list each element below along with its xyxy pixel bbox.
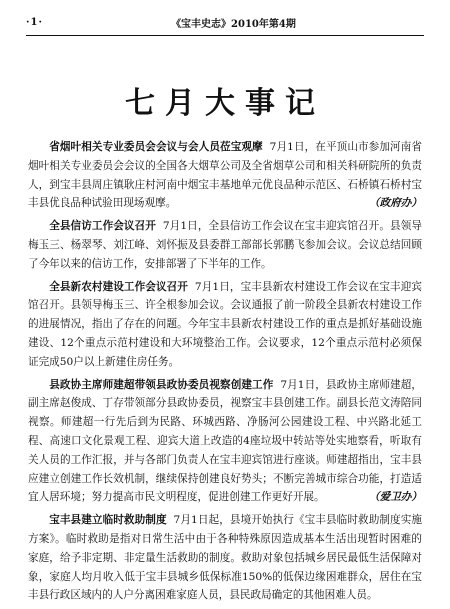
article-list	[28, 138, 422, 609]
article-headline: 宝丰县建立临时救助制度	[49, 514, 167, 527]
article-body: 7月1日起，县境开始执行《宝丰县临时救助制度实施方案》。临时救助是指对日常生活中由于各种特殊原因造成基本生活出现暂时困难的家庭，给予非定期、非定量生活救助的制度。救助对象包括城乡居民最低生活保障对象，家庭人均月收入低于宝丰县城乡低保标准150%的低保边缘困难群众，居住在宝丰县行政区域内的人户分离困难家庭人员，县民政局确定的其他困难人员。	[28, 514, 422, 602]
article-item	[28, 217, 422, 273]
article-item	[28, 138, 422, 213]
article-body: 7月1日，宝丰县新农村建设工作会议在宝丰迎宾馆召开。县领导梅玉三、许全根参加会议。会议通报了前一阶段全县新农村建设工作的进展情况，指出了存在的问题。今年宝丰县新农村建设工作的重点是抓好基础设施建设、12个重点示范村建设和大环境整治工作。会议要求，12个重点示范村必须保证完成50户以上新建住房任务。	[28, 280, 422, 368]
article-body: 7月1日，全县信访工作会议在宝丰迎宾馆召开。县领导梅玉三、杨翠琴、刘江峰、刘怀振及县委群工部部长郭鹏飞参加会议。会议总结回顾了今年以来的信访工作，安排部署了下半年的工作。	[28, 220, 422, 270]
running-header	[26, 14, 424, 36]
article-source: （政府办）	[369, 197, 422, 210]
article-source: （爱卫办）	[369, 491, 422, 504]
article-item	[28, 511, 422, 605]
article-headline: 全县信访工作会议召开	[49, 220, 156, 233]
article-headline: 省烟叶相关专业委员会会议与会人员莅宝观摩	[49, 141, 263, 153]
article-item	[28, 278, 422, 372]
page-number: ·1·	[26, 17, 43, 28]
page-title: 七月大事记	[125, 86, 325, 121]
article-headline: 县政协主席师建超带领县政协委员视察创建工作	[49, 378, 274, 391]
article-headline: 全县新农村建设工作会议召开	[49, 280, 188, 293]
article-body: 7月1日，在平顶山市参加河南省烟叶相关专业委员会会议的全国各大烟草公司及全省烟草公司和相关科研院所的负责人，到宝丰县周庄镇耿庄村河南中烟宝丰基地单元优良品种示范区、石桥镇石桥村宝丰县优良品种试验田现场观摩。	[28, 141, 422, 210]
article-body: 7月1日，县政协主席师建超，副主席赵俊成、丁存带领部分县政协委员，视察宝丰县创建工作。副县长范文涛陪同视察。师建超一行先后到为民路、环城西路、净肠河公园建设工程、中兴路北延工程、高速口文化景观工程、迎宾大道上改造的4座垃圾中转站等处实地察看，听取有关人员的工作汇报，并与各部门负责人在宝丰迎宾馆进行座谈。师建超指出，宝丰县应建立创建工作长效机制，继续保持创建良好势头；不断完善城市综合功能，打造适宜人居环境；努力提高市民文明程度，促进创建工作更好开展。	[28, 378, 422, 504]
journal-title: 《宝丰史志》2010年第4期	[171, 19, 296, 30]
article-item	[28, 376, 422, 508]
